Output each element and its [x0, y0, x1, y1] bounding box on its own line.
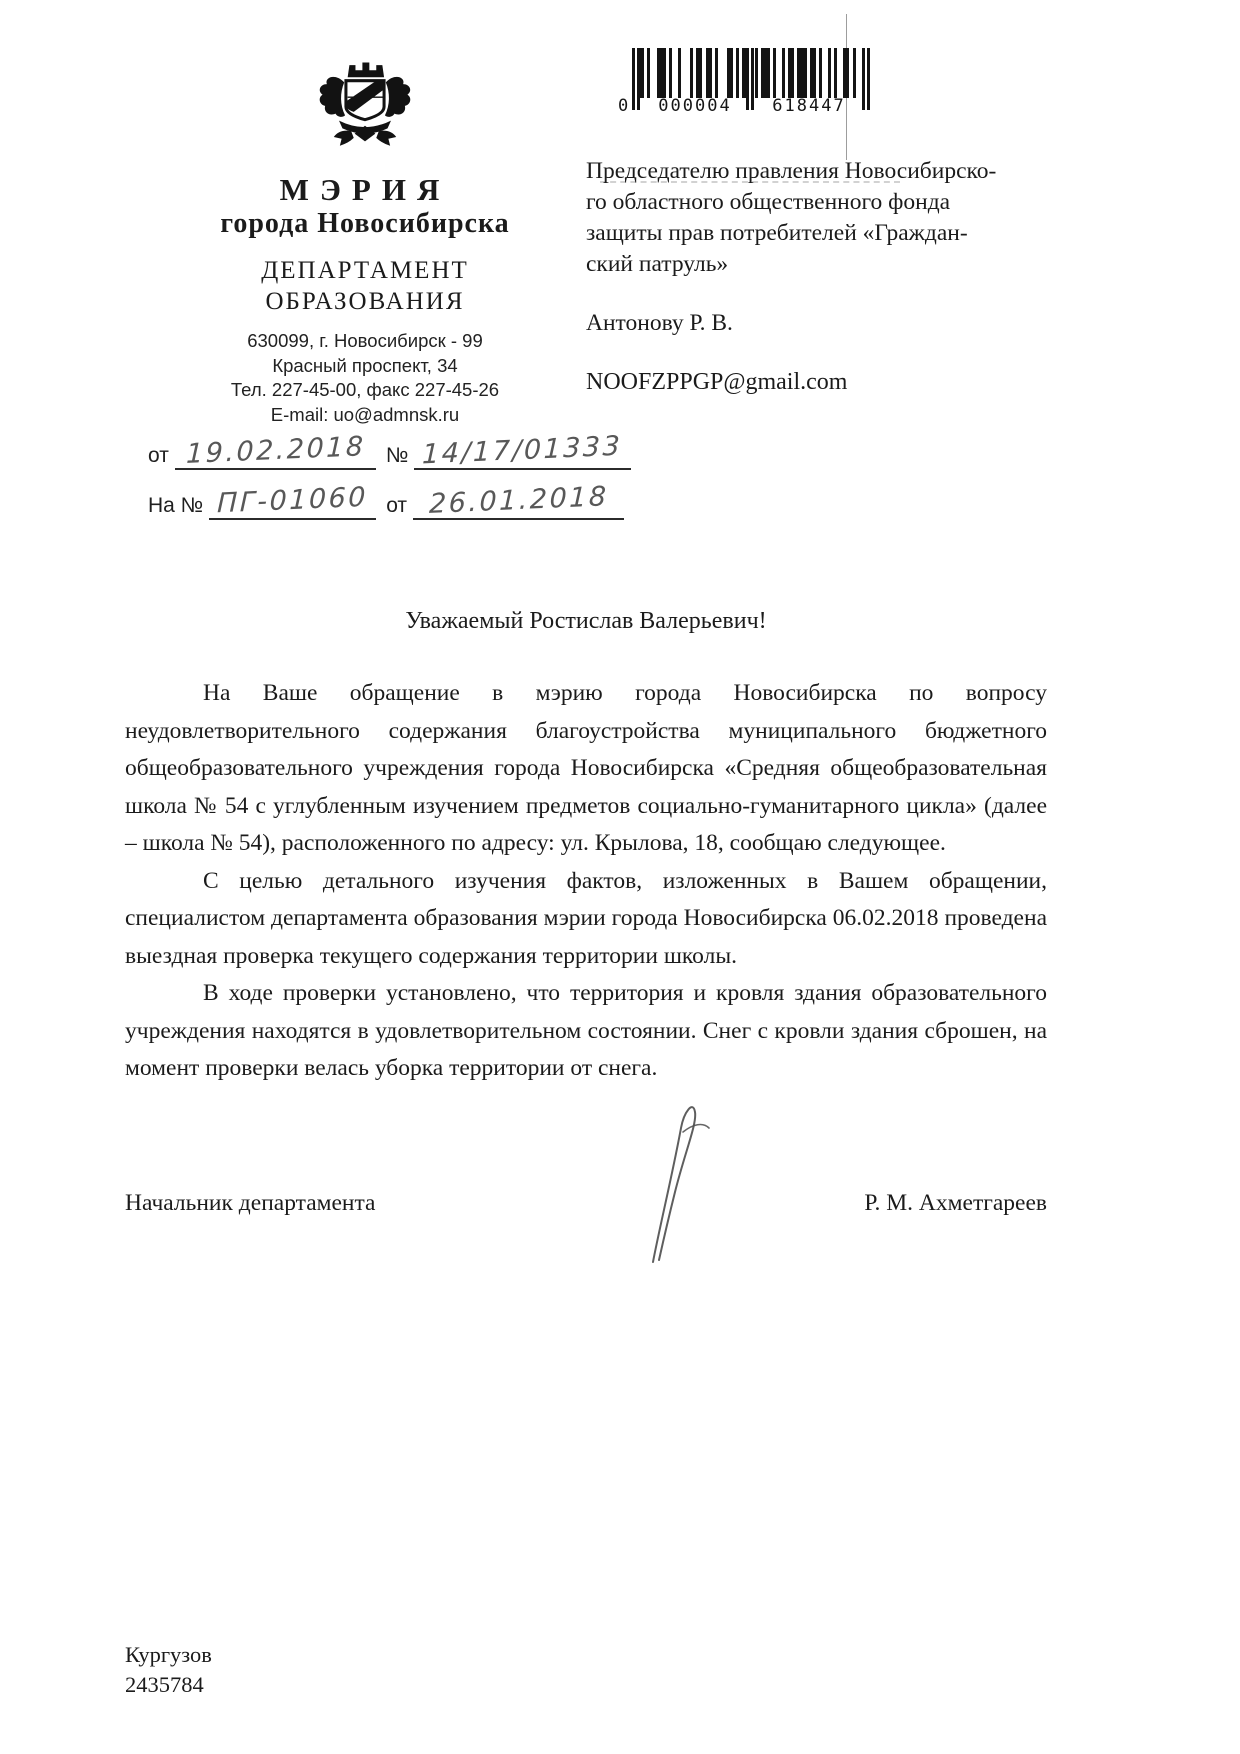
barcode-digits — [618, 96, 868, 116]
address-line4: E-mail: uo@admnsk.ru — [270, 403, 460, 425]
executor-block — [125, 1640, 212, 1700]
executor-name: Кургузов — [125, 1642, 212, 1667]
outgoing-number-handwriting: 14/17/01333 — [422, 430, 624, 471]
dept-line1: ДЕПАРТАМЕНТ — [261, 257, 469, 284]
barcode-digits-group1: 000004 — [658, 96, 732, 116]
recipient-line: ский патруль» — [586, 251, 729, 277]
dept-line2: ОБРАЗОВАНИЯ — [265, 288, 465, 315]
incoming-number-field — [209, 481, 376, 520]
address-line3: Тел. 227-45-00, факс 227-45-26 — [230, 379, 500, 400]
barcode-bars — [632, 48, 868, 98]
barcode — [618, 46, 868, 118]
org-name-line2: города Новосибирска — [220, 208, 510, 239]
barcode-digit-prefix: 0 — [618, 96, 631, 116]
number-label: № — [385, 444, 409, 467]
signer-name: Р. М. Ахметгареев — [864, 1190, 1047, 1216]
salutation: Уважаемый Ростислав Валерьевич! — [405, 608, 767, 634]
recipient-email: NOOFZPPGP@gmail.com — [586, 369, 848, 395]
from-label: от — [148, 444, 169, 467]
signer-position: Начальник департамента — [125, 1190, 376, 1216]
body-paragraph-2: С целью детального изучения фактов, изложенных в Вашем обращении, специалистом департамента образования мэрии города Новосибирска 06.02.2018 проведена выездная проверка текущего содержания территории школы. — [125, 867, 1047, 969]
recipient-name: Антонову Р. В. — [586, 310, 733, 336]
reference-block — [148, 424, 668, 520]
signature-row — [125, 1190, 1047, 1217]
barcode-digits-group2: 618447 — [772, 96, 846, 116]
recipient-address — [586, 156, 1066, 280]
body-paragraph-3: В ходе проверки установлено, что территория и кровля здания образовательного учреждения находятся в удовлетворительном состоянии. Снег с кровли здания сброшен, на момент проверки велась уборка территории от снега. — [125, 980, 1047, 1081]
incoming-date-field — [413, 481, 624, 520]
handwritten-signature-icon — [623, 1090, 713, 1270]
outgoing-number-field — [414, 430, 630, 471]
org-name-line1: МЭРИЯ — [279, 172, 451, 207]
address-line1: 630099, г. Новосибирск - 99 — [247, 330, 483, 351]
reply-label: На № — [148, 494, 204, 517]
novosibirsk-coat-of-arms-icon — [313, 58, 417, 158]
address-line2: Красный проспект, 34 — [272, 354, 458, 376]
incoming-reference-line — [148, 474, 668, 520]
outgoing-reference-line — [148, 424, 668, 470]
body-paragraph-1: На Ваше обращение в мэрию города Новосибирска по вопросу неудовлетворительного содержания благоустройства муниципального бюджетного общеобразовательного учреждения города Новосибирска «Средняя общеобразовательная школа № 54 с углубленным изучением предметов социально-гуманитарного цикла» (далее – школа № 54), расположенного по адресу: ул. Крылова, 18, сообщаю следующее. — [125, 680, 1047, 856]
letterhead — [140, 58, 590, 427]
outgoing-date-handwriting: 19.02.2018 — [185, 431, 366, 470]
recipient-column — [586, 46, 1066, 396]
recipient-line: го областного общественного фонда — [586, 189, 951, 215]
outgoing-date-field — [175, 431, 376, 470]
incoming-date-handwriting: 26.01.2018 — [428, 481, 609, 520]
letter-body — [125, 608, 1047, 1088]
reply-from-label: от — [386, 494, 408, 517]
incoming-number-handwriting: ПГ-01060 — [216, 481, 369, 520]
recipient-line: Председателю правления Новосибирско- — [586, 158, 997, 184]
executor-phone: 2435784 — [125, 1672, 204, 1697]
recipient-line: защиты прав потребителей «Граждан- — [586, 220, 968, 246]
